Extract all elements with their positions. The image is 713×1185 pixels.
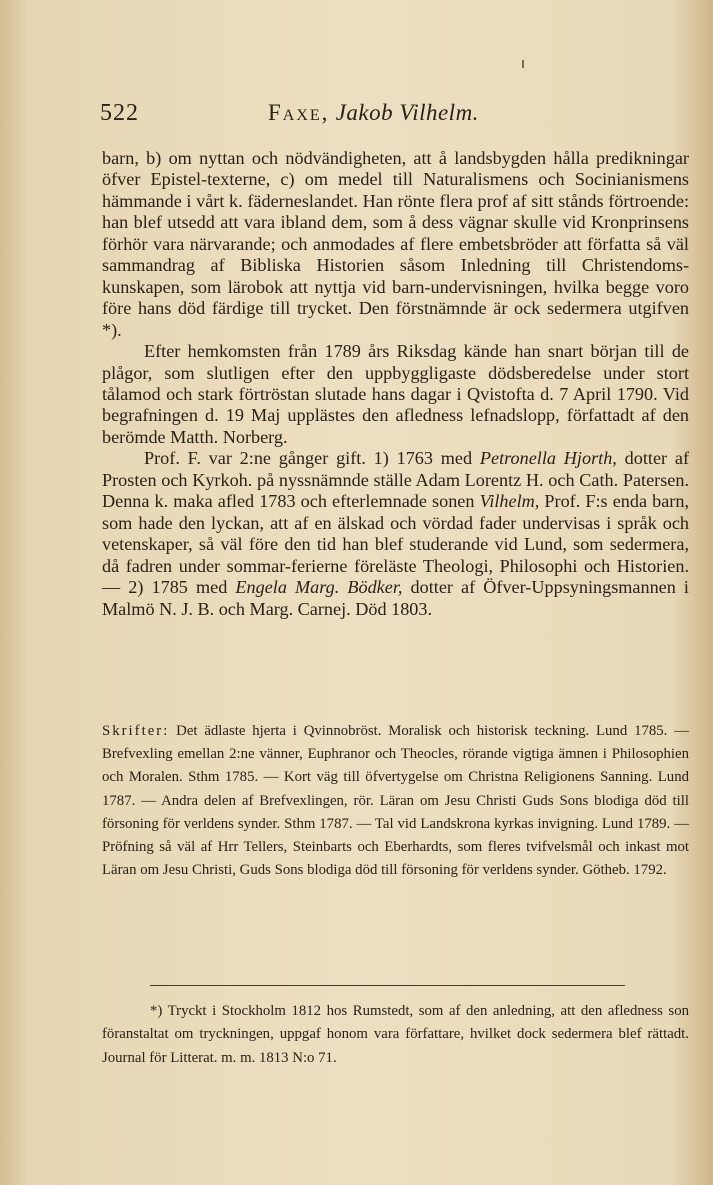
footnote: *) Tryckt i Stockholm 1812 hos Rumstedt, som af den anledning, att den afledness son föranstaltat om tryckningen, uppgaf honom vara författare, hvilket dock sedermera blef rättadt. Journal för Litterat. m. m. 1813 N:o 71.: [102, 1003, 689, 1066]
paragraph-3-part-c: Prof. F:s enda barn, som hade den lyckan, att af en älskad och vördad fader undervisas i språk och vetenskaper, så väl före den tid han blef studerande vid Lund, som sedermera, då fadren under sommar-ferierne föreläste Theologi, Philosophi och Historien. — 2) 1785 med: [102, 491, 690, 598]
running-head: [268, 100, 479, 126]
paragraph-3-part-d: dotter af Öfver-Uppsyningsmannen i Malmö N. J. B. och Marg. Carnej. Död 1803.: [102, 577, 689, 619]
spouse-name-2: Engela Marg. Bödker,: [235, 577, 403, 598]
page-mark: [522, 60, 524, 68]
page-header: [100, 100, 690, 132]
writings-list: [102, 720, 689, 882]
page-number: 522: [100, 100, 139, 126]
paragraph-3: [102, 448, 689, 620]
paragraph-3-part-b: dotter af Prosten och Kyrkoh. på nyssnämnde ställe Adam Lorentz H. och Cath. Patersen. Denna k. maka afled 1783 och efterlemnade sonen: [102, 448, 690, 512]
paragraph-1: barn, b) om nyttan och nödvändigheten, att å landsbygden hålla predikningar öfver Epistel-texterne, c) om medel till Naturalismens och Socinianismens hämmande i vårt k. fäderneslandet. Han rönte flera prof af sitt stånds förtroende: han blef utsedd att vara ibland dem, som å dess vägnar skulle vid Kronprinsens förhör vara närvarande; och anmodades af flere embetsbröder att författa så väl sammandrag af Bibliska Historien såsom Inledning till Christendoms-kunskapen, som lärobok att nyttja vid barn-undervisningen, hvilka begge voro före hans död färdige till trycket. Den förstnämnde är ock sedermera utgifven *).: [102, 148, 689, 340]
writings-label: Skrifter:: [102, 723, 170, 739]
spouse-name-1: Petronella Hjorth,: [479, 448, 617, 469]
running-head-name: Jakob Vilhelm.: [335, 100, 479, 125]
main-text: [102, 148, 689, 620]
son-name: Vilhelm,: [479, 491, 540, 512]
paragraph-3-part-a: Prof. F. var 2:ne gånger gift. 1) 1763 med: [144, 448, 480, 469]
footnote-divider: [150, 985, 625, 986]
paragraph-2: Efter hemkomsten från 1789 års Riksdag kände han snart början till de plågor, som slutligen efter den uppbyggligaste dödsberedelse under stort tålamod och stark förtröstan slutade hans dagar i Qvistofta d. 7 April 1790. Vid begrafningen d. 19 Maj upplästes den afledness lefnadslopp, författadt af den berömde Matth. Norberg.: [102, 341, 689, 447]
running-head-surname: Faxe,: [268, 100, 330, 125]
writings-text: Det ädlaste hjerta i Qvinnobröst. Moralisk och historisk teckning. Lund 1785. — Brefvexling emellan 2:ne vänner, Euphranor och Theocles, rörande vigtiga ämnen i Philosophien och Moralen. Sthm 1785. — Kort väg till öfvertygelse om Christna Religionens Sanning. Lund 1787. — Andra delen af Brefvexlingen, rör. Läran om Jesu Christi Guds Sons blodiga död till försoning för verldens synder. Sthm 1787. — Tal vid Landskrona kyrkas invigning. Lund 1789. — Pröfning så väl af Hrr Tellers, Steinbarts och Eberhardts, som fleres tvifvelsmål och inkast mot Läran om Jesu Christi, Guds Sons blodiga död till försoning för verldens synder. Götheb. 1792.: [102, 723, 689, 879]
